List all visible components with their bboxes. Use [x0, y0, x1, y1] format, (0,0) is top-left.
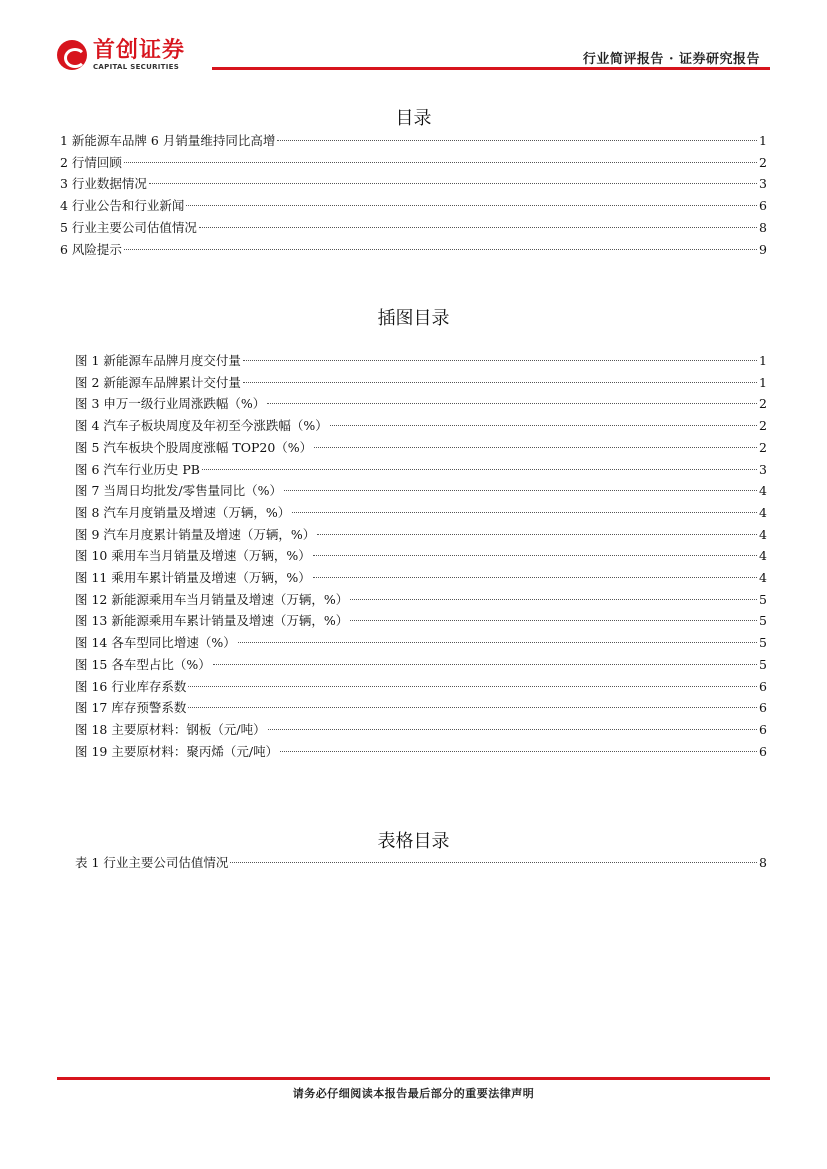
dot-leader: [268, 729, 757, 730]
toc-entry[interactable]: [60, 217, 767, 239]
tables-list: [75, 852, 767, 874]
figure-entry[interactable]: [75, 589, 767, 611]
dot-leader: [199, 227, 757, 228]
figure-entry-label: 图 13 新能源乘用车累计销量及增速（万辆，%）: [75, 613, 349, 629]
figure-entry-page-number: 5: [759, 613, 767, 629]
figure-entry-label: 图 19 主要原材料：聚丙烯（元/吨）: [75, 743, 279, 759]
figure-entry-label: 图 4 汽车子板块周度及年初至今涨跌幅（%）: [75, 418, 328, 434]
figure-entry[interactable]: [75, 480, 767, 502]
figure-entry-page-number: 4: [759, 504, 767, 520]
toc-entry-label: 3 行业数据情况: [60, 176, 147, 192]
figures-title: 插图目录: [377, 308, 450, 329]
page-header: [57, 36, 770, 74]
figure-entry-page-number: 4: [759, 483, 767, 499]
figure-entry-label: 图 6 汽车行业历史 PB: [75, 461, 200, 477]
dot-leader: [314, 447, 757, 448]
dot-leader: [292, 512, 757, 513]
dot-leader: [313, 577, 757, 578]
toc-entry-label: 4 行业公告和行业新闻: [60, 198, 185, 214]
footer-disclaimer: 请务必仔细阅读本报告最后部分的重要法律声明: [292, 1087, 535, 1100]
figure-entry[interactable]: [75, 567, 767, 589]
figure-entry-label: 图 5 汽车板块个股周度涨幅 TOP20（%）: [75, 439, 313, 455]
dot-leader: [230, 862, 757, 863]
figure-entry-page-number: 5: [759, 591, 767, 607]
figure-entry-page-number: 5: [759, 635, 767, 651]
dot-leader: [313, 555, 757, 556]
figure-entry[interactable]: [75, 545, 767, 567]
figure-entry-page-number: 2: [759, 418, 767, 434]
table-entry-label: 表 1 行业主要公司估值情况: [75, 855, 229, 870]
figures-list: [75, 350, 767, 762]
figure-entry-label: 图 11 乘用车累计销量及增速（万辆，%）: [75, 570, 311, 586]
figure-entry-page-number: 4: [759, 526, 767, 542]
figure-entry[interactable]: [75, 676, 767, 698]
figure-entry-page-number: 3: [759, 461, 767, 477]
figure-entry-label: 图 15 各车型占比（%）: [75, 656, 211, 672]
header-divider: [212, 67, 770, 70]
figure-entry[interactable]: [75, 372, 767, 394]
figure-entry[interactable]: [75, 459, 767, 481]
company-logo: [57, 36, 185, 74]
figure-entry[interactable]: [75, 524, 767, 546]
figure-entry[interactable]: [75, 437, 767, 459]
toc-title: 目录: [395, 108, 432, 129]
dot-leader: [243, 360, 757, 361]
dot-leader: [317, 534, 757, 535]
tables-title: 表格目录: [377, 831, 450, 852]
dot-leader: [267, 403, 757, 404]
toc-list: [60, 130, 767, 260]
dot-leader: [284, 490, 757, 491]
figure-entry-label: 图 8 汽车月度销量及增速（万辆，%）: [75, 504, 291, 520]
figure-entry-page-number: 4: [759, 548, 767, 564]
figure-entry[interactable]: [75, 393, 767, 415]
report-type: 行业简评报告 · 证券研究报告: [582, 52, 760, 67]
figure-entry-label: 图 7 当周日均批发/零售量同比（%）: [75, 483, 282, 499]
toc-entry[interactable]: [60, 239, 767, 261]
toc-entry[interactable]: [60, 173, 767, 195]
toc-entry-page-number: 1: [759, 133, 767, 148]
figure-entry-label: 图 12 新能源乘用车当月销量及增速（万辆，%）: [75, 591, 349, 607]
toc-entry-page-number: 8: [759, 219, 767, 235]
figure-entry-label: 图 9 汽车月度累计销量及增速（万辆，%）: [75, 526, 316, 542]
figure-entry-page-number: 6: [759, 721, 767, 737]
figure-entry-label: 图 18 主要原材料：钢板（元/吨）: [75, 721, 266, 737]
figure-entry-page-number: 5: [759, 656, 767, 672]
toc-entry-label: 1 新能源车品牌 6 月销量维持同比高增: [60, 133, 276, 148]
logo-mark-icon: [57, 40, 87, 70]
toc-entry-page-number: 3: [759, 176, 767, 192]
table-entry-page-number: 8: [759, 855, 767, 870]
figure-entry-page-number: 6: [759, 678, 767, 694]
figure-entry-page-number: 2: [759, 439, 767, 455]
toc-entry-label: 2 行情回顾: [60, 154, 122, 170]
dot-leader: [330, 425, 757, 426]
toc-entry[interactable]: [60, 195, 767, 217]
figure-entry[interactable]: [75, 632, 767, 654]
logo-english-name: CAPITAL SECURITIES: [93, 62, 180, 71]
dot-leader: [213, 664, 757, 665]
dot-leader: [186, 205, 757, 206]
toc-entry-page-number: 9: [759, 241, 767, 257]
figure-entry[interactable]: [75, 502, 767, 524]
toc-entry[interactable]: [60, 152, 767, 174]
figure-entry-label: 图 16 行业库存系数: [75, 678, 187, 694]
dot-leader: [124, 162, 757, 163]
figure-entry-label: 图 1 新能源车品牌月度交付量: [75, 353, 241, 368]
figure-entry[interactable]: [75, 350, 767, 372]
figure-entry-label: 图 3 申万一级行业周涨跌幅（%）: [75, 396, 266, 412]
toc-entry-page-number: 6: [759, 198, 767, 214]
toc-entry[interactable]: [60, 130, 767, 152]
figure-entry[interactable]: [75, 697, 767, 719]
toc-entry-page-number: 2: [759, 154, 767, 170]
footer-divider: [57, 1077, 770, 1080]
figure-entry-label: 图 2 新能源车品牌累计交付量: [75, 374, 241, 390]
figure-entry[interactable]: [75, 719, 767, 741]
figure-entry-page-number: 6: [759, 743, 767, 759]
dot-leader: [149, 183, 757, 184]
dot-leader: [202, 469, 757, 470]
dot-leader: [238, 642, 757, 643]
dot-leader: [350, 620, 757, 621]
figure-entry-page-number: 1: [759, 374, 767, 390]
toc-entry-label: 5 行业主要公司估值情况: [60, 219, 197, 235]
figure-entry[interactable]: [75, 610, 767, 632]
figure-entry-label: 图 14 各车型同比增速（%）: [75, 635, 236, 651]
dot-leader: [280, 751, 757, 752]
logo-chinese-name: 首创证券: [93, 37, 186, 63]
dot-leader: [350, 599, 757, 600]
figure-entry-label: 图 10 乘用车当月销量及增速（万辆，%）: [75, 548, 311, 564]
dot-leader: [188, 707, 757, 708]
figure-entry[interactable]: [75, 654, 767, 676]
figure-entry-page-number: 6: [759, 700, 767, 716]
toc-entry-label: 6 风险提示: [60, 241, 122, 257]
figure-entry[interactable]: [75, 415, 767, 437]
figure-entry-label: 图 17 库存预警系数: [75, 700, 187, 716]
dot-leader: [188, 686, 757, 687]
figure-entry-page-number: 1: [759, 353, 767, 368]
dot-leader: [124, 249, 757, 250]
table-entry[interactable]: [75, 852, 767, 874]
figure-entry-page-number: 4: [759, 570, 767, 586]
dot-leader: [277, 140, 757, 141]
dot-leader: [243, 382, 757, 383]
figure-entry-page-number: 2: [759, 396, 767, 412]
figure-entry[interactable]: [75, 741, 767, 763]
